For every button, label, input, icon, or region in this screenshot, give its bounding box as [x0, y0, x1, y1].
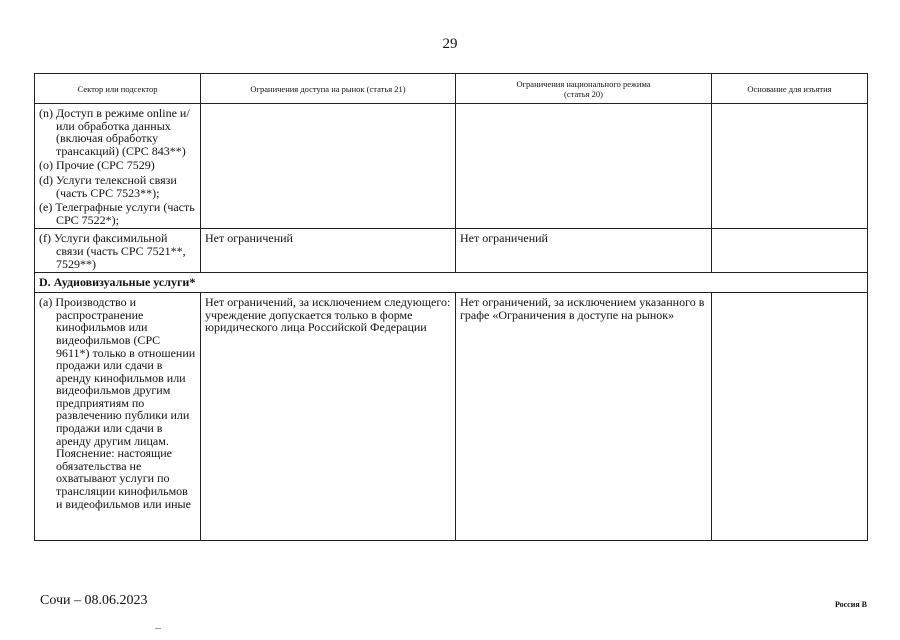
footer-code: Россия B [834, 600, 867, 609]
market-access-cell [201, 104, 456, 229]
national-treatment-cell [456, 104, 712, 229]
sector-item: (n) Доступ в режиме online и/или обработка данных (включая обработку трансакций) (CPC 843**) [39, 106, 190, 158]
section-row [35, 273, 868, 293]
sector-item: (a) Производство и распространение кинофильмов или видеофильмов (CPC 9611*) только в отношении продажи или сдачи в аренду кинофильмов или видеофильмов другим предприятиям по развлечению публики или продажи или сдачи в аренду другим лицам. Пояснение: настоящие обязательства не охватывают услуги по трансляции кинофильмов и видеофильмов или иные [39, 295, 196, 511]
table-row [35, 229, 868, 273]
basis-cell [712, 229, 868, 273]
sector-cell [35, 293, 201, 541]
market-access-line: Нет ограничений, за исключением следующего: [205, 295, 451, 310]
table-header-row [35, 74, 868, 104]
market-access-cell: Нет ограничений [201, 229, 456, 273]
header-sector: Сектор или подсектор [35, 74, 201, 104]
section-heading: D. Аудиовизуальные услуги* [35, 273, 868, 293]
header-basis: Основание для изъятия [712, 74, 868, 104]
sector-item: (o) Прочие (CPC 7529) [39, 158, 155, 173]
sector-cell [35, 229, 201, 273]
page-number: 29 [442, 36, 458, 52]
table-row [35, 293, 868, 541]
sector-item: (e) Телеграфные услуги (часть CPC 7522*); [39, 200, 195, 227]
basis-cell [712, 104, 868, 229]
market-access-line: учреждение допускается только в форме юридического лица Российской Федерации [205, 307, 427, 335]
footer-place-date: Сочи – 08.06.2023 [40, 593, 148, 608]
sector-cell [35, 104, 201, 229]
national-treatment-cell: Нет ограничений [456, 229, 712, 273]
scan-mark [155, 628, 161, 629]
sector-item: (d) Услуги телексной связи (часть CPC 7523**); [39, 172, 177, 200]
market-access-cell [201, 293, 456, 541]
header-national-treatment: Ограничения национального режима (статья 20) [456, 74, 712, 104]
header-market-access: Ограничения доступа на рынок (статья 21) [201, 74, 456, 104]
commitments-table [34, 73, 868, 541]
basis-cell [712, 293, 868, 541]
table-row [35, 104, 868, 229]
sector-item: (f) Услуги факсимильной связи (часть CPC 7521**, 7529**) [39, 231, 186, 271]
national-treatment-cell: Нет ограничений, за исключением указанного в графе «Ограничения в доступе на рынок» [456, 293, 712, 541]
